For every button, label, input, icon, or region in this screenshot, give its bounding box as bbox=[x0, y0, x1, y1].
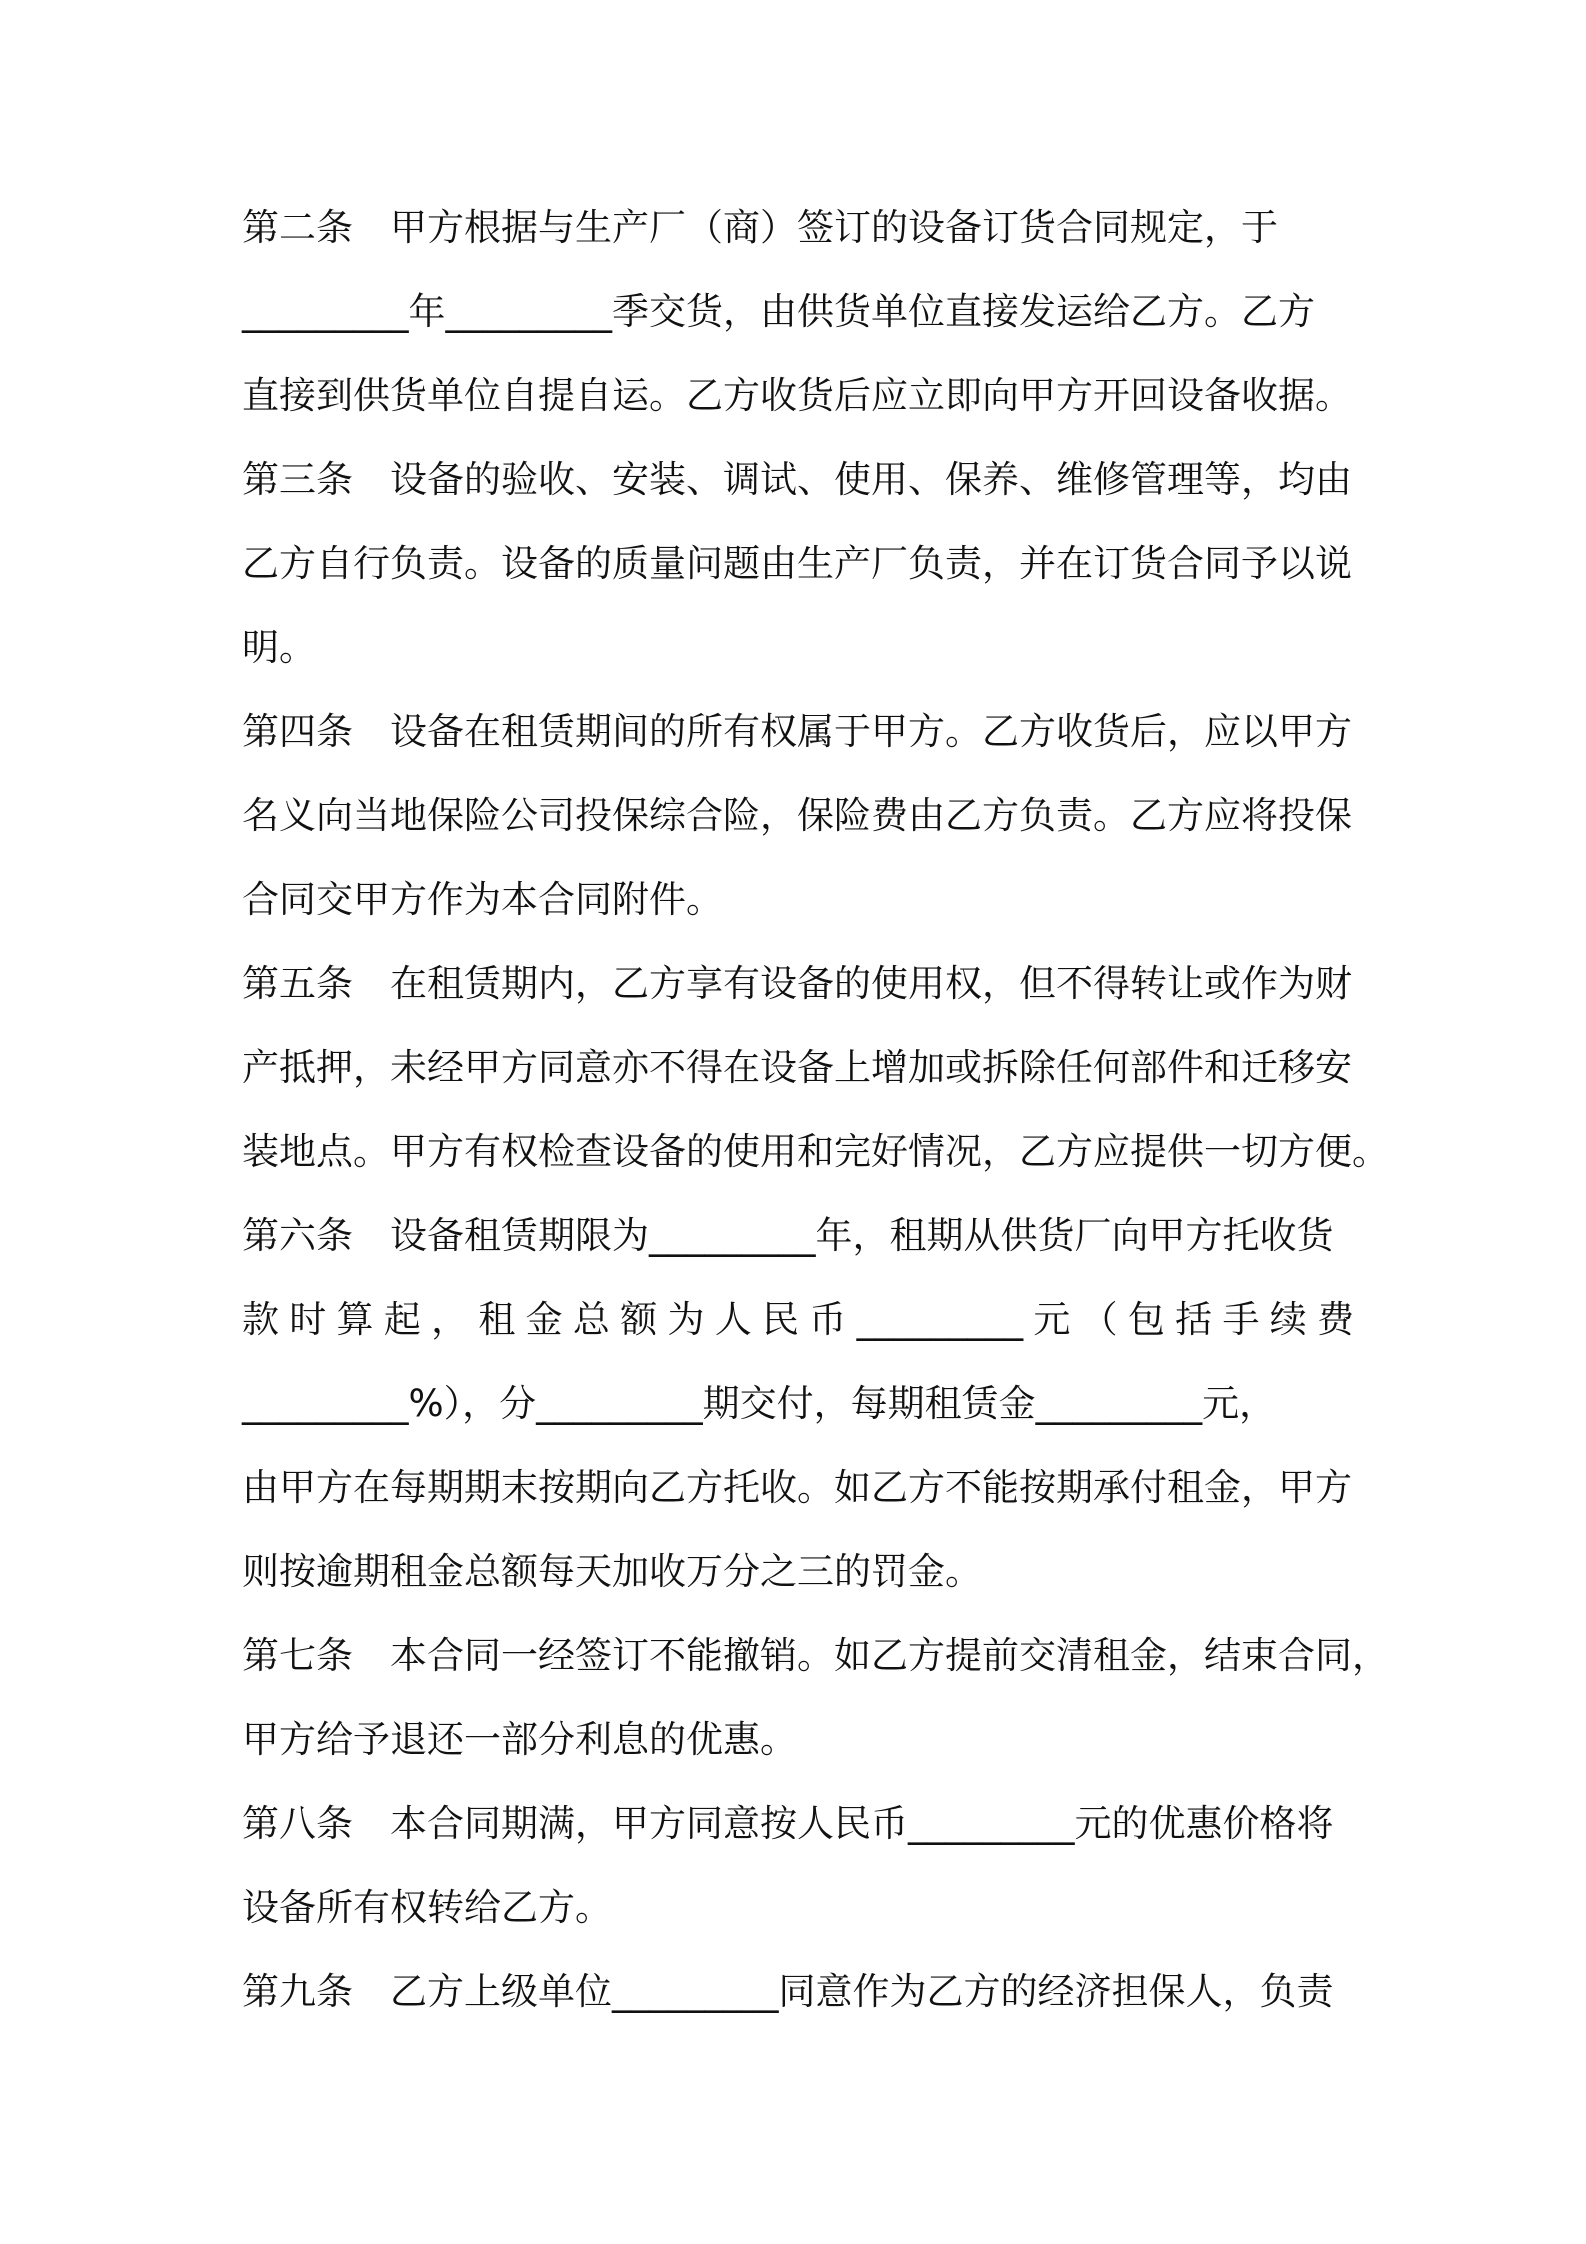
line-article-8-start: 第八条 本合同期满，甲方同意按人民币_________元的优惠价格将 bbox=[242, 1802, 1334, 1845]
line-penalty: 则按逾期租金总额每天加收万分之三的罚金。 bbox=[242, 1550, 982, 1593]
line-article-5-end: 装地点。甲方有权检查设备的使用和完好情况，乙方应提供一切方便。 bbox=[242, 1130, 1389, 1173]
line-delivery-term: _________年_________季交货，由供货单位直接发运给乙方。乙方 bbox=[242, 290, 1315, 333]
line-insurance: 名义向当地保险公司投保综合险，保险费由乙方负责。乙方应将投保 bbox=[242, 794, 1352, 837]
line-article-3-start: 第三条 设备的验收、安装、调试、使用、保养、维修管理等，均由 bbox=[242, 458, 1352, 501]
line-receipt: 直接到供货单位自提自运。乙方收货后应立即向甲方开回设备收据。 bbox=[242, 374, 1352, 417]
line-rent-total: 款时算起，租金总额为人民币_________元（包括手续费 bbox=[242, 1298, 1354, 1341]
line-article-4-end: 合同交甲方作为本合同附件。 bbox=[242, 878, 723, 921]
line-article-5-start: 第五条 在租赁期内，乙方享有设备的使用权，但不得转让或作为财 bbox=[242, 962, 1352, 1005]
line-article-8-end: 设备所有权转给乙方。 bbox=[242, 1886, 612, 1929]
line-article-2-start: 第二条 甲方根据与生产厂（商）签订的设备订货合同规定，于 bbox=[242, 206, 1278, 249]
line-article-7-start: 第七条 本合同一经签订不能撤销。如乙方提前交清租金，结束合同， bbox=[242, 1634, 1389, 1677]
line-quality: 乙方自行负责。设备的质量问题由生产厂负责，并在订货合同予以说 bbox=[242, 542, 1352, 585]
line-article-6-start: 第六条 设备租赁期限为_________年，租期从供货厂向甲方托收货 bbox=[242, 1214, 1334, 1257]
line-installments: _________%），分_________期交付，每期租赁金_________元， bbox=[242, 1382, 1277, 1425]
line-article-9-start: 第九条 乙方上级单位_________同意作为乙方的经济担保人，负责 bbox=[242, 1970, 1334, 2013]
line-article-7-end: 甲方给予退还一部分利息的优惠。 bbox=[242, 1718, 797, 1761]
line-collection: 由甲方在每期期末按期向乙方托收。如乙方不能按期承付租金，甲方 bbox=[242, 1466, 1352, 1509]
contract-body bbox=[242, 186, 1389, 2034]
line-article-4-start: 第四条 设备在租赁期间的所有权属于甲方。乙方收货后，应以甲方 bbox=[242, 710, 1352, 753]
line-article-3-end: 明。 bbox=[242, 626, 316, 669]
line-mortgage: 产抵押，未经甲方同意亦不得在设备上增加或拆除任何部件和迁移安 bbox=[242, 1046, 1352, 1089]
